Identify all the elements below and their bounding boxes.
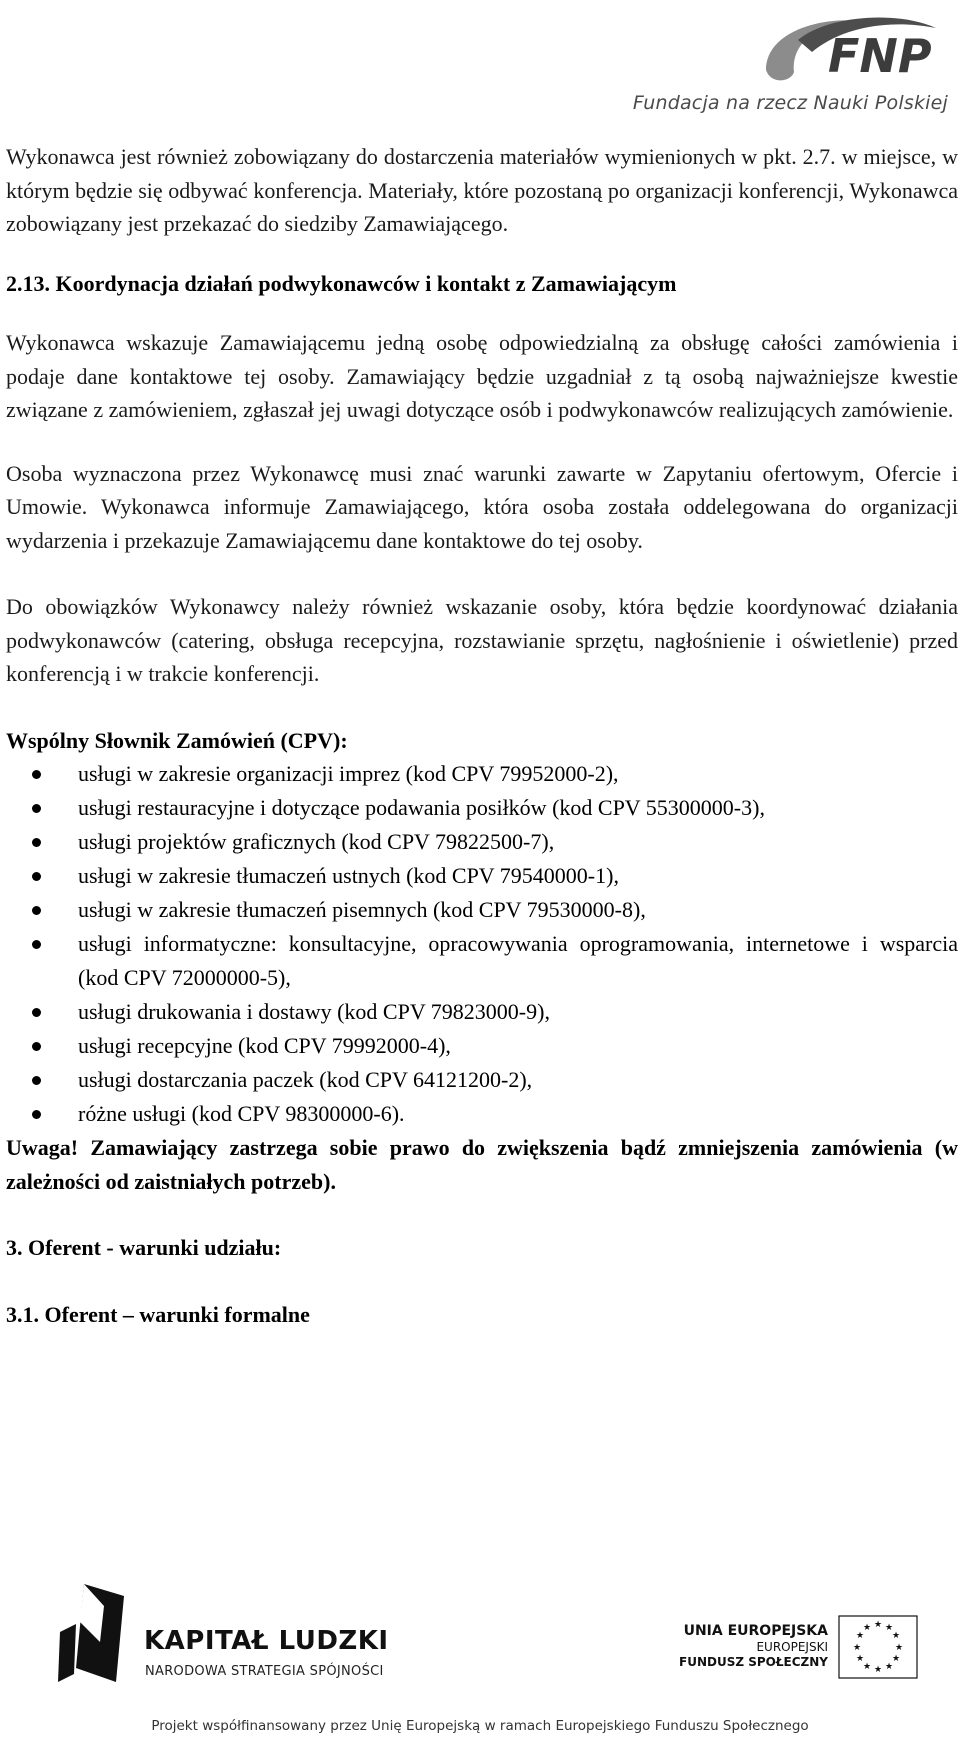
eu-flag (838, 1615, 918, 1679)
svg-text:★: ★ (884, 1623, 894, 1633)
list-item: usługi drukowania i dostawy (kod CPV 79823000-9), (6, 995, 958, 1029)
note-warning: Uwaga! Zamawiający zastrzega sobie prawo do zwiększenia bądź zmniejszenia zamówienia (w zależności od zaistniałych potrzeb). (6, 1135, 958, 1194)
list-item: różne usługi (kod CPV 98300000-6). (6, 1097, 958, 1131)
kapital-ludzki-flag-icon (54, 1582, 134, 1692)
eu-label-line3: FUNDUSZ SPOŁECZNY (679, 1655, 828, 1669)
section-heading-3: 3. Oferent - warunki udziału: (6, 1235, 282, 1260)
eu-flag-icon (838, 1615, 918, 1679)
bullet-icon (32, 804, 41, 813)
bullet-icon (32, 770, 41, 779)
page-footer (0, 1560, 960, 1738)
svg-text:★: ★ (891, 1654, 901, 1664)
svg-text:★: ★ (894, 1643, 904, 1653)
list-item: usługi w zakresie organizacji imprez (kod CPV 79952000-2), (6, 757, 958, 791)
paragraph-designated-person: Osoba wyznaczona przez Wykonawcę musi znać warunki zawarte w Zapytaniu ofertowym, Ofercie i Umowie. Wykonawca informuje Zamawiającego, która osoba została oddelegowana do organizacji wydarzenia i przekazuje Zamawiającemu dane kontaktowe do tej osoby. (6, 460, 958, 553)
fnp-logo-text: FNP (828, 29, 932, 83)
svg-text:★: ★ (891, 1631, 901, 1641)
list-item: usługi projektów graficznych (kod CPV 79822500-7), (6, 825, 958, 859)
list-item: usługi informatyczne: konsultacyjne, opracowywania oprogramowania, internetowe i wsparcia (kod CPV 72000000-5), (6, 927, 958, 995)
bullet-icon (32, 1076, 41, 1085)
svg-text:★: ★ (884, 1662, 894, 1672)
list-item: usługi recepcyjne (kod CPV 79992000-4), (6, 1029, 958, 1063)
svg-text:★: ★ (852, 1643, 862, 1653)
list-item: usługi w zakresie tłumaczeń pisemnych (kod CPV 79530000-8), (6, 893, 958, 927)
kapital-ludzki-subtitle: NARODOWA STRATEGIA SPÓJNOŚCI (145, 1664, 384, 1679)
svg-text:★: ★ (873, 1665, 883, 1675)
cpv-list (6, 757, 958, 1131)
bullet-icon (32, 838, 41, 847)
svg-text:★: ★ (862, 1662, 872, 1672)
section-heading-3-1: 3.1. Oferent – warunki formalne (6, 1301, 310, 1327)
list-item: usługi dostarczania paczek (kod CPV 64121200-2), (6, 1063, 958, 1097)
svg-text:★: ★ (855, 1631, 865, 1641)
section-heading-2-13: 2.13. Koordynacja działań podwykonawców i kontakt z Zamawiającym (6, 270, 677, 296)
svg-text:★: ★ (873, 1620, 883, 1630)
list-item: usługi restauracyjne i dotyczące podawania posiłków (kod CPV 55300000-3), (6, 791, 958, 825)
document-body (6, 140, 958, 1331)
bullet-icon (32, 1042, 41, 1051)
fnp-logo-subtitle: Fundacja na rzecz Nauki Polskiej (632, 92, 948, 114)
paragraph-coordination: Do obowiązków Wykonawcy należy również wskazanie osoby, która będzie koordynować działania podwykonawców (catering, obsługa recepcyjna, rozstawianie sprzętu, nagłośnienie i oświetlenie) przed konferencją i w trakcie konferencji. (6, 594, 958, 686)
eu-label-line2: EUROPEJSKI (756, 1640, 828, 1654)
paragraph-contact-person: Wykonawca wskazuje Zamawiającemu jedną osobę odpowiedzialną za obsługę całości zamówienia i podaje dane kontaktowe tej osoby. Zamawiający będzie uzgadniał z tą osobą najważniejsze kwestie związane z zamówieniem, zgłaszał jej uwagi dotyczące osób i podwykonawców realizujących zamówienie. (6, 330, 958, 422)
svg-text:★: ★ (862, 1623, 872, 1633)
bullet-icon (32, 906, 41, 915)
cofinancing-note: Projekt współfinansowany przez Unię Europejską w ramach Europejskiego Funduszu Społecznego (151, 1718, 809, 1734)
paragraph-materials: Wykonawca jest również zobowiązany do dostarczenia materiałów wymienionych w pkt. 2.7. w miejsce, w którym będzie się odbywać konferencja. Materiały, które pozostaną po organizacji konferencji, Wykonawca zobowiązany jest przekazać do siedziby Zamawiającego. (6, 144, 958, 236)
svg-text:★: ★ (855, 1654, 865, 1664)
section-heading-cpv: Wspólny Słownik Zamówień (CPV): (6, 727, 348, 753)
list-item: usługi w zakresie tłumaczeń ustnych (kod CPV 79540000-1), (6, 859, 958, 893)
bullet-icon (32, 872, 41, 881)
eu-label-line1: UNIA EUROPEJSKA (683, 1623, 828, 1639)
bullet-icon (32, 1110, 41, 1119)
kapital-ludzki-title: KAPITAŁ LUDZKI (144, 1626, 389, 1656)
bullet-icon (32, 940, 41, 949)
eu-label (679, 1622, 828, 1670)
bullet-icon (32, 1008, 41, 1017)
kapital-ludzki-logo (54, 1582, 134, 1692)
